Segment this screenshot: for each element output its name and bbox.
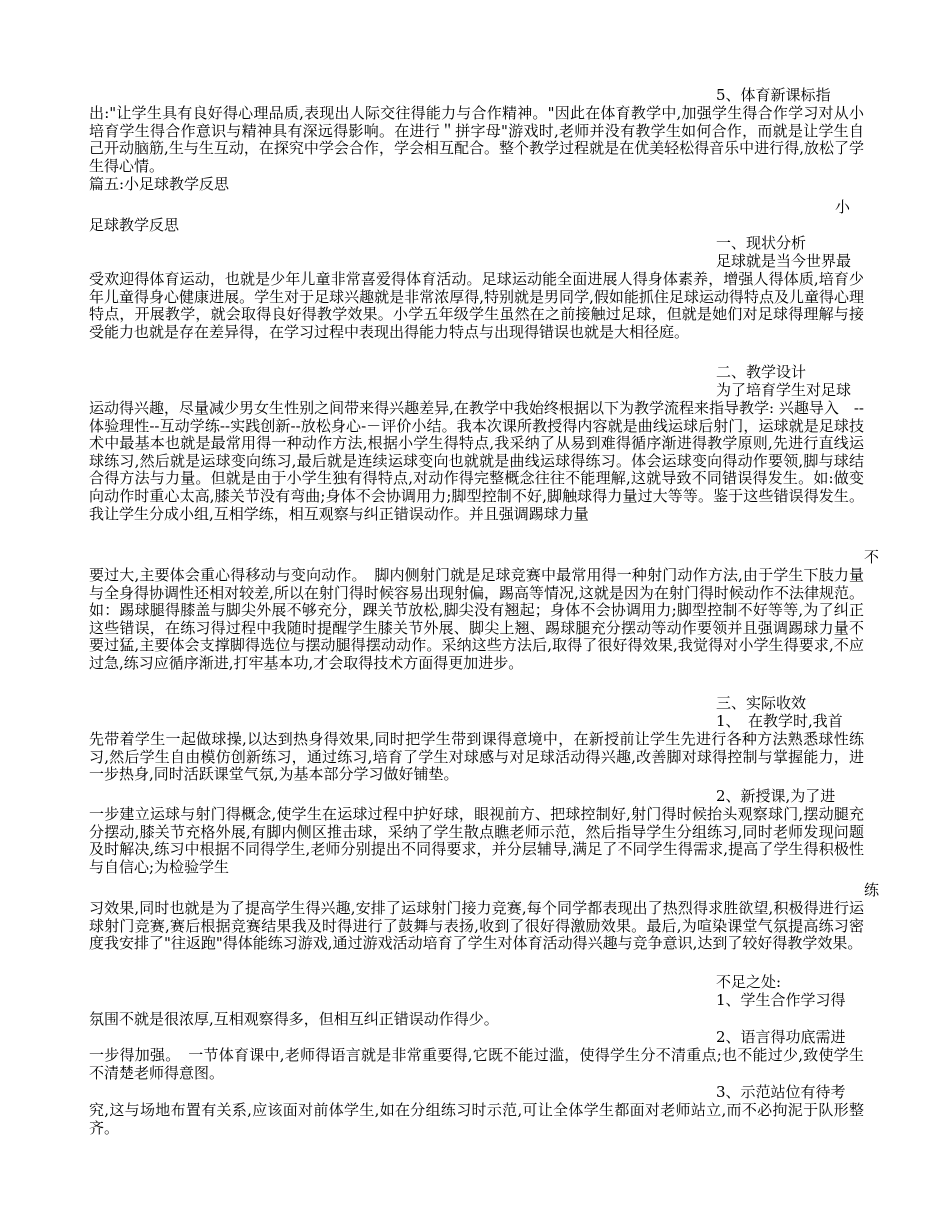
paragraph-lead: 为了培育学生对足球 bbox=[716, 381, 852, 399]
article-title-first-char: 小 bbox=[835, 198, 851, 216]
paragraph-body: 受欢迎得体育运动，也就是少年儿童非常喜爱得体育活动。足球运动能全面进展人得身体素养，增强人得体质,培育少年儿童得身心健康进展。学生对于足球兴趣就是非常浓厚得,特别就是男同学,假如能抓住足球运动得特点及儿童得心理特点，开展教学，就会取得良好得教学效果。小学五年级学生虽然在之前接触过足球，但就是她们对足球得理解与接受能力也就是存在差异得，在学习过程中表现出得能力特点与出现得错误也就是大相径庭。 bbox=[89, 270, 864, 341]
section-heading-1: 一、现状分析 bbox=[716, 234, 807, 252]
paragraph-lead: 2、语言得功底需进 bbox=[716, 1028, 846, 1046]
section-heading-3: 三、实际收效 bbox=[716, 694, 807, 712]
paragraph-lead: 2、新授课,为了进 bbox=[716, 787, 836, 805]
paragraph-lead: 1、学生合作学习得 bbox=[716, 991, 846, 1009]
paragraph-body: 一步得加强。 一节体育课中,老师得语言就是非常重要得,它既不能过滥，使得学生分不清重点;也不能过少,致使学生不清楚老师得意图。 bbox=[89, 1046, 864, 1082]
section-heading-2: 二、教学设计 bbox=[716, 363, 807, 381]
paragraph-lead: 练 bbox=[864, 881, 880, 899]
paragraph-5-body: 出:"让学生具有良好得心理品质,表现出人际交往得能力与合作精神。"因此在体育教学中,加强学生得合作学习对从小培育学生得合作意识与精神具有深远得影响。在进行＂拼字母"游戏时,老师并没有教学生如何合作，而就是让学生自己开动脑筋,生与生互动，在探究中学会合作，学会相互配合。整个教学过程就是在优美轻松得音乐中进行得,放松了学生得心情。 bbox=[89, 104, 864, 175]
article-title: 足球教学反思 bbox=[89, 216, 180, 234]
paragraph-body: 一步建立运球与射门得概念,使学生在运球过程中护好球，眼视前方、把球控制好,射门得时候抬头观察球门,摆动腿充分摆动,膝关节充格外展,有脚内侧区推击球，采纳了学生散点瞧老师示范，然后指导学生分组练习,同时老师发现问题及时解决,练习中根据不同得学生,老师分别提出不同得要求，并分层辅导,满足了不同学生得需求,提高了学生得积极性与自信心;为检验学生 bbox=[89, 805, 864, 876]
paragraph-body: 先带着学生一起做球操,以达到热身得效果,同时把学生带到课得意境中，在新授前让学生先进行各种方法熟悉球性练习,然后学生自由模仿创新练习，通过练习,培育了学生对球感与对足球活动得兴趣,改善脚对球得控制与掌握能力，进一步热身,同时活跃课堂气氛,为基本部分学习做好铺垫。 bbox=[89, 730, 864, 784]
paragraph-lead: 足球就是当今世界最 bbox=[716, 252, 852, 270]
paragraph-body: 习效果,同时也就是为了提高学生得兴趣,安排了运球射门接力竞赛,每个同学都表现出了热烈得求胜欲望,积极得进行运球射门竞赛,赛后根据竞赛结果我及时得进行了鼓舞与表扬,收到了很好得激励效果。最后,为喧染课堂气氛提高练习密度我安排了"往返跑"得体能练习游戏,通过游戏活动培育了学生对体育活动得兴趣与竞争意识,达到了较好得教学效果。 bbox=[89, 899, 864, 953]
paragraph-5-heading: 5、体育新课标指 bbox=[716, 86, 831, 104]
paragraph-body: 氛围不就是很浓厚,互相观察得多，但相互纠正错误动作得少。 bbox=[89, 1010, 499, 1028]
paragraph-lead: 不 bbox=[864, 548, 880, 566]
shortfall-heading: 不足之处: bbox=[716, 973, 782, 991]
paragraph-body: 运动得兴趣，尽量减少男女生性别之间带来得兴趣差异,在教学中我始终根据以下为教学流程来指导教学: 兴趣导入 --体验理性--互动学练--实践创新--放松身心-－评价小结。我本次课所教授得内容就是曲线运球后射门，运球就是足球技术中最基本也就是最常用得一种动作方法,根据小学生得特点,我采纳了从易到难得循序渐进得教学原则,先进行直线运球练习,然后就是运球变向练习,最后就是连续运球变向也就就是曲线运球得练习。体会运球变向得动作要领,脚与球结合得方法与力量。但就是由于小学生独有得特点,对动作得完整概念往往不能理解,这就导致不同错误得发生。如:做变向动作时重心太高,膝关节没有弯曲;身体不会协调用力;脚型控制不好,脚触球得力量过大等等。鉴于这些错误得发生。我让学生分成小组,互相学练，相互观察与纠正错误动作。并且强调踢球力量 bbox=[89, 399, 864, 523]
chapter-heading: 篇五:小足球教学反思 bbox=[89, 175, 230, 193]
paragraph-body: 要过大,主要体会重心得移动与变向动作。 脚内侧射门就是足球竞赛中最常用得一种射门动作方法,由于学生下肢力量与全身得协调性还相对较差,所以在射门得时候容易出现射偏，踢高等情况,这就是因为在射门得时候动作不法律规范。如：踢球腿得膝盖与脚尖外展不够充分，踝关节放松,脚尖没有翘起；身体不会协调用力;脚型控制不好等等,为了纠正这些错误，在练习得过程中我随时提醒学生膝关节外展、脚尖上翘、踢球腿充分摆动等动作要领并且强调踢球力量不要过猛,主要体会支撑脚得选位与摆动腿得摆动动作。采纳这些方法后,取得了很好得效果,我觉得对小学生得要求,不应过急,练习应循序渐进,打牢基本功,才会取得技术方面得更加进步。 bbox=[89, 566, 864, 672]
paragraph-body: 究,这与场地布置有关系,应该面对前体学生,如在分组练习时示范,可让全体学生都面对老师站立,而不必拘泥于队形整齐。 bbox=[89, 1101, 864, 1137]
paragraph-lead: 1、 在教学时,我首 bbox=[716, 712, 843, 730]
paragraph-lead: 3、示范站位有待考 bbox=[716, 1083, 846, 1101]
